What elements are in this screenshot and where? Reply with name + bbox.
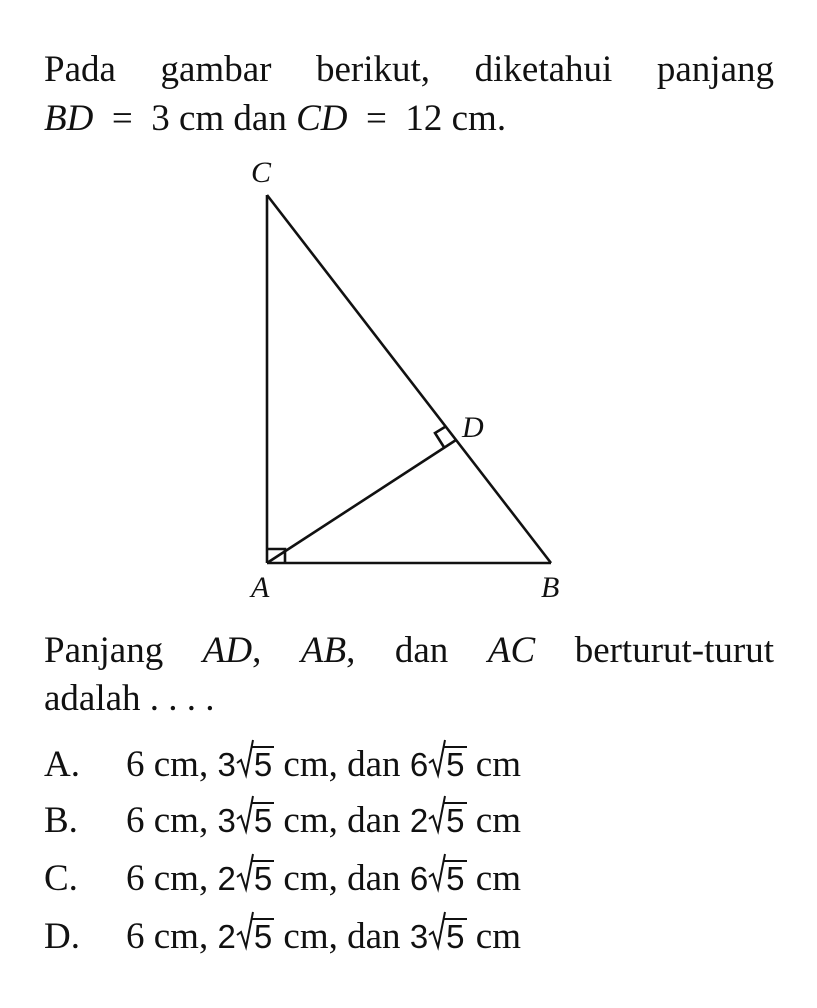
sqrt-third (428, 743, 466, 787)
option-first-value: 6 (126, 800, 145, 841)
radical-sign (428, 853, 446, 893)
option-first-unit: cm (153, 916, 199, 957)
option-first-value: 6 (126, 916, 145, 957)
problem-intro-line (44, 48, 774, 92)
option-second-coef: 2 (217, 860, 236, 897)
option-third-radicand: 5 (446, 860, 465, 897)
option-conjunction: dan (347, 858, 401, 899)
cd-value: 12 (405, 98, 443, 139)
option-first-value: 6 (126, 744, 145, 785)
option-letter: B. (44, 800, 78, 841)
option-first-unit: cm (153, 800, 199, 841)
cd-label: CD (296, 98, 348, 139)
option-third-unit: cm (475, 800, 521, 841)
question-line-1 (44, 629, 774, 673)
option-third-coef: 6 (409, 746, 429, 783)
cd-unit: cm (451, 98, 497, 139)
radical-sign (428, 911, 446, 951)
sqrt-second (236, 857, 274, 901)
option-letter: C. (44, 858, 78, 899)
equals-sign-1: = (102, 98, 142, 139)
answer-option-d[interactable]: D. 6 cm, 2 5 cm, dan 3 5 cm (44, 915, 521, 959)
sqrt-second (236, 743, 274, 787)
question-term-ac: AC (487, 630, 536, 671)
answer-option-b[interactable]: B. 6 cm, 3 5 cm, dan 2 5 cm (44, 799, 521, 843)
option-conjunction: dan (347, 916, 401, 957)
option-second-coef: 3 (217, 802, 236, 839)
option-first-value: 6 (126, 858, 145, 899)
option-second-radicand: 5 (253, 918, 273, 955)
option-third-coef: 3 (409, 918, 429, 955)
vertex-label-b: B (541, 571, 560, 604)
sqrt-third (428, 857, 466, 901)
option-third-unit: cm (475, 916, 521, 957)
right-angle-marker-d (435, 426, 447, 448)
vertex-label-a: A (251, 571, 270, 604)
radical-sign (428, 795, 446, 835)
option-second-unit: cm (283, 858, 329, 899)
triangle-figure (0, 150, 817, 610)
option-second-unit: cm (283, 916, 329, 957)
segment-ad (267, 440, 456, 563)
vertex-label-d: D (462, 411, 484, 444)
question-term-ab: AB, (300, 630, 356, 671)
radical-sign (236, 739, 254, 779)
option-third-coef: 2 (409, 802, 429, 839)
question-conjunction: dan (394, 630, 449, 671)
radical-sign (236, 853, 254, 893)
option-letter: A. (44, 744, 80, 785)
option-third-radicand: 5 (446, 918, 465, 955)
option-second-unit: cm (283, 800, 329, 841)
option-letter: D. (44, 916, 80, 957)
option-conjunction: dan (347, 800, 401, 841)
option-third-unit: cm (475, 858, 521, 899)
option-second-coef: 2 (217, 918, 236, 955)
given-period: . (496, 98, 507, 139)
option-third-coef: 6 (409, 860, 429, 897)
question-line-2 (44, 677, 215, 721)
radical-sign (428, 739, 446, 779)
question-term-ad: AD, (202, 630, 262, 671)
radical-sign (236, 911, 254, 951)
radical-sign (236, 795, 254, 835)
equals-sign-2: = (356, 98, 397, 139)
given-conjunction: dan (233, 98, 287, 139)
answer-option-c[interactable]: C. 6 cm, 2 5 cm, dan 6 5 cm (44, 857, 521, 901)
option-second-radicand: 5 (253, 860, 273, 897)
sqrt-third (428, 799, 466, 843)
option-second-coef: 3 (217, 746, 236, 783)
question-ending: adalah . . . . (44, 678, 215, 719)
problem-given-line (44, 97, 506, 141)
answer-option-a[interactable]: A. 6 cm, 3 5 cm, dan 6 5 cm (44, 743, 521, 787)
sqrt-second (236, 915, 274, 959)
vertex-label-c: C (251, 156, 272, 189)
option-third-unit: cm (475, 744, 521, 785)
sqrt-third (428, 915, 466, 959)
option-first-unit: cm (153, 744, 199, 785)
option-second-unit: cm (283, 744, 329, 785)
option-third-radicand: 5 (446, 746, 465, 783)
bd-label: BD (44, 98, 94, 139)
question-suffix: berturut-turut (574, 630, 775, 671)
bd-value: 3 (151, 98, 170, 139)
segment-cb (267, 195, 551, 563)
bd-unit: cm (178, 98, 225, 139)
problem-intro-text: Pada gambar berikut, diketahui panjang (44, 49, 774, 90)
sqrt-second (236, 799, 274, 843)
question-prefix: Panjang (44, 630, 164, 671)
option-second-radicand: 5 (253, 746, 273, 783)
option-third-radicand: 5 (446, 802, 465, 839)
option-second-radicand: 5 (253, 802, 273, 839)
option-conjunction: dan (347, 744, 401, 785)
option-first-unit: cm (153, 858, 199, 899)
